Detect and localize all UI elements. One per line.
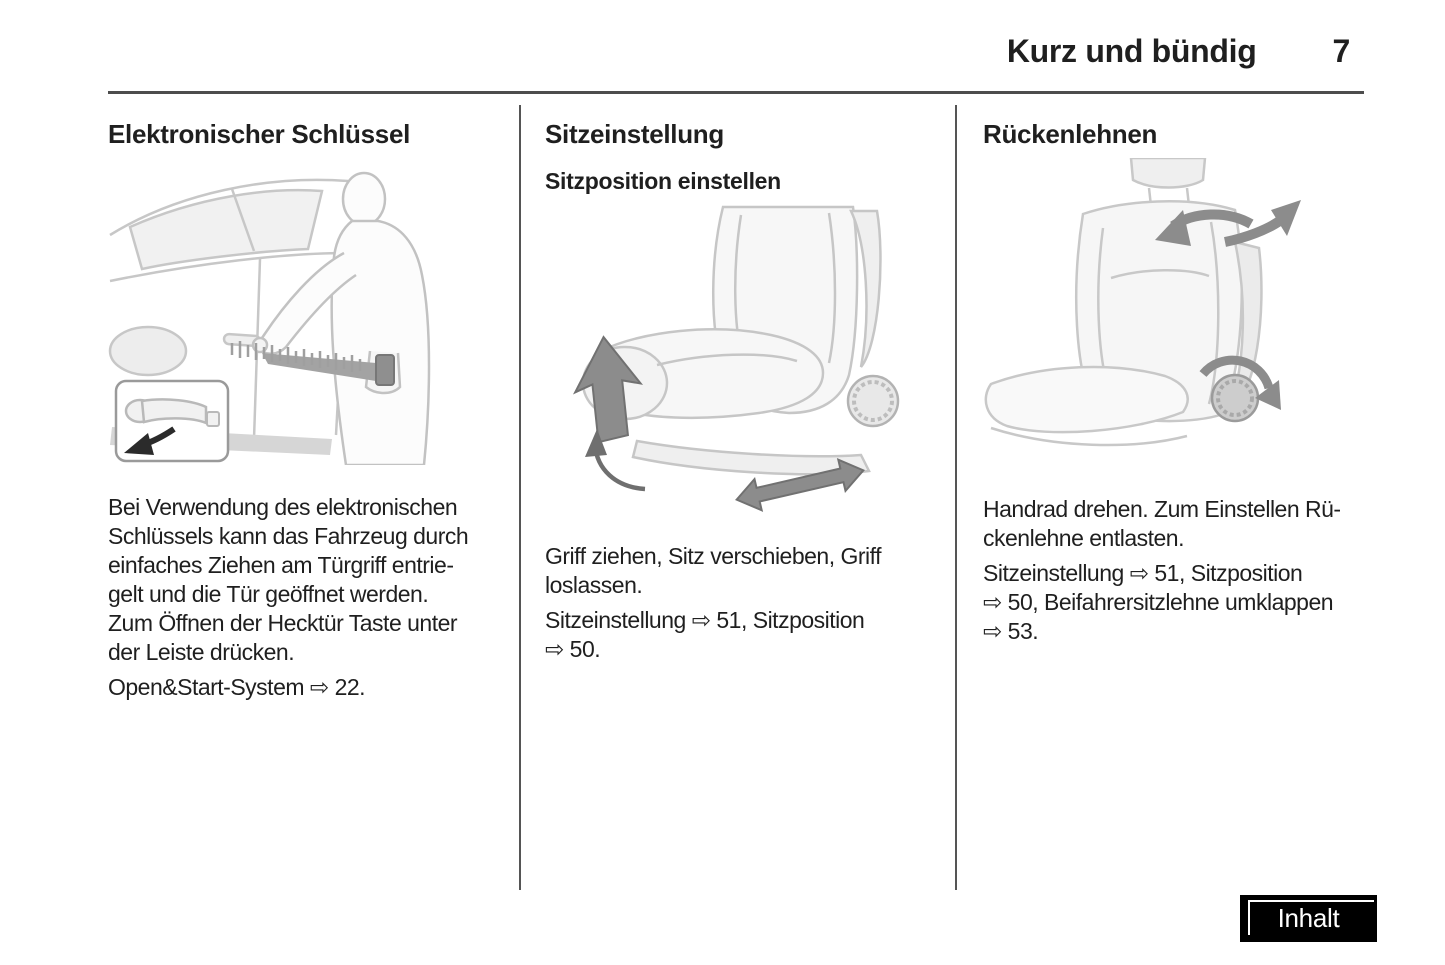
text-line: der Leiste drücken. [108,639,295,665]
text-line: ⇨ 53. [983,618,1039,644]
paragraph [545,542,933,600]
column-electronic-key [108,118,492,702]
chapter-title: Kurz und bündig [1006,33,1257,69]
electronic-key-illustration [108,165,492,465]
column-body [545,542,933,664]
contents-button[interactable]: Inhalt [1240,895,1377,942]
header-rule [108,91,1364,94]
column-heading: Rückenlehnen [983,119,1158,149]
text-line: gelt und die Tür geöffnet werden. [108,581,429,607]
cross-reference-link[interactable] [983,559,1368,646]
seat-adjustment-figure [545,205,933,520]
cross-reference-link[interactable] [545,606,933,664]
text-line: einfaches Ziehen am Türgriff entrie- [108,552,454,578]
text-line: Bei Verwendung des elektronischen [108,494,458,520]
text-line: ⇨ 50. [545,636,601,662]
text-line: loslassen. [545,572,643,598]
column-subheading: Sitzposition einstellen [545,168,781,194]
text-line: Handrad drehen. Zum Einstellen Rü- [983,496,1341,522]
cross-reference-link[interactable] [108,673,492,702]
seat-adjustment-illustration [545,205,933,515]
text-line: Open&Start-System ⇨ 22. [108,674,366,700]
page-number: 7 [1332,33,1350,69]
column-backrests [983,118,1368,646]
column-divider [955,105,957,890]
column-seat-adjustment [545,118,933,664]
text-line: Sitzeinstellung ⇨ 51, Sitzposition [983,560,1303,586]
backrest-adjustment-illustration [983,158,1368,480]
column-body [108,493,492,702]
handwheel-art [848,376,898,426]
door-handle-inset [116,381,228,461]
electronic-key-figure [108,165,492,470]
text-line: Schlüssels kann das Fahrzeug durch [108,523,469,549]
text-line: ⇨ 50, Beifahrersitzlehne umklappen [983,589,1334,615]
text-line: Griff ziehen, Sitz verschieben, Griff [545,543,882,569]
paragraph [108,493,492,667]
page-header [108,33,1350,70]
text-line: Sitzeinstellung ⇨ 51, Sitzposition [545,607,865,633]
backrest-adjustment-figure [983,158,1368,485]
text-line: Zum Öffnen der Hecktür Taste unter [108,610,458,636]
column-heading: Sitzeinstellung [545,119,724,149]
column-heading: Elektronischer Schlüssel [108,119,411,149]
paragraph [983,495,1368,553]
column-divider [519,105,521,890]
text-line: ckenlehne entlasten. [983,525,1184,551]
column-body [983,495,1368,646]
key-fob-art [376,355,394,385]
